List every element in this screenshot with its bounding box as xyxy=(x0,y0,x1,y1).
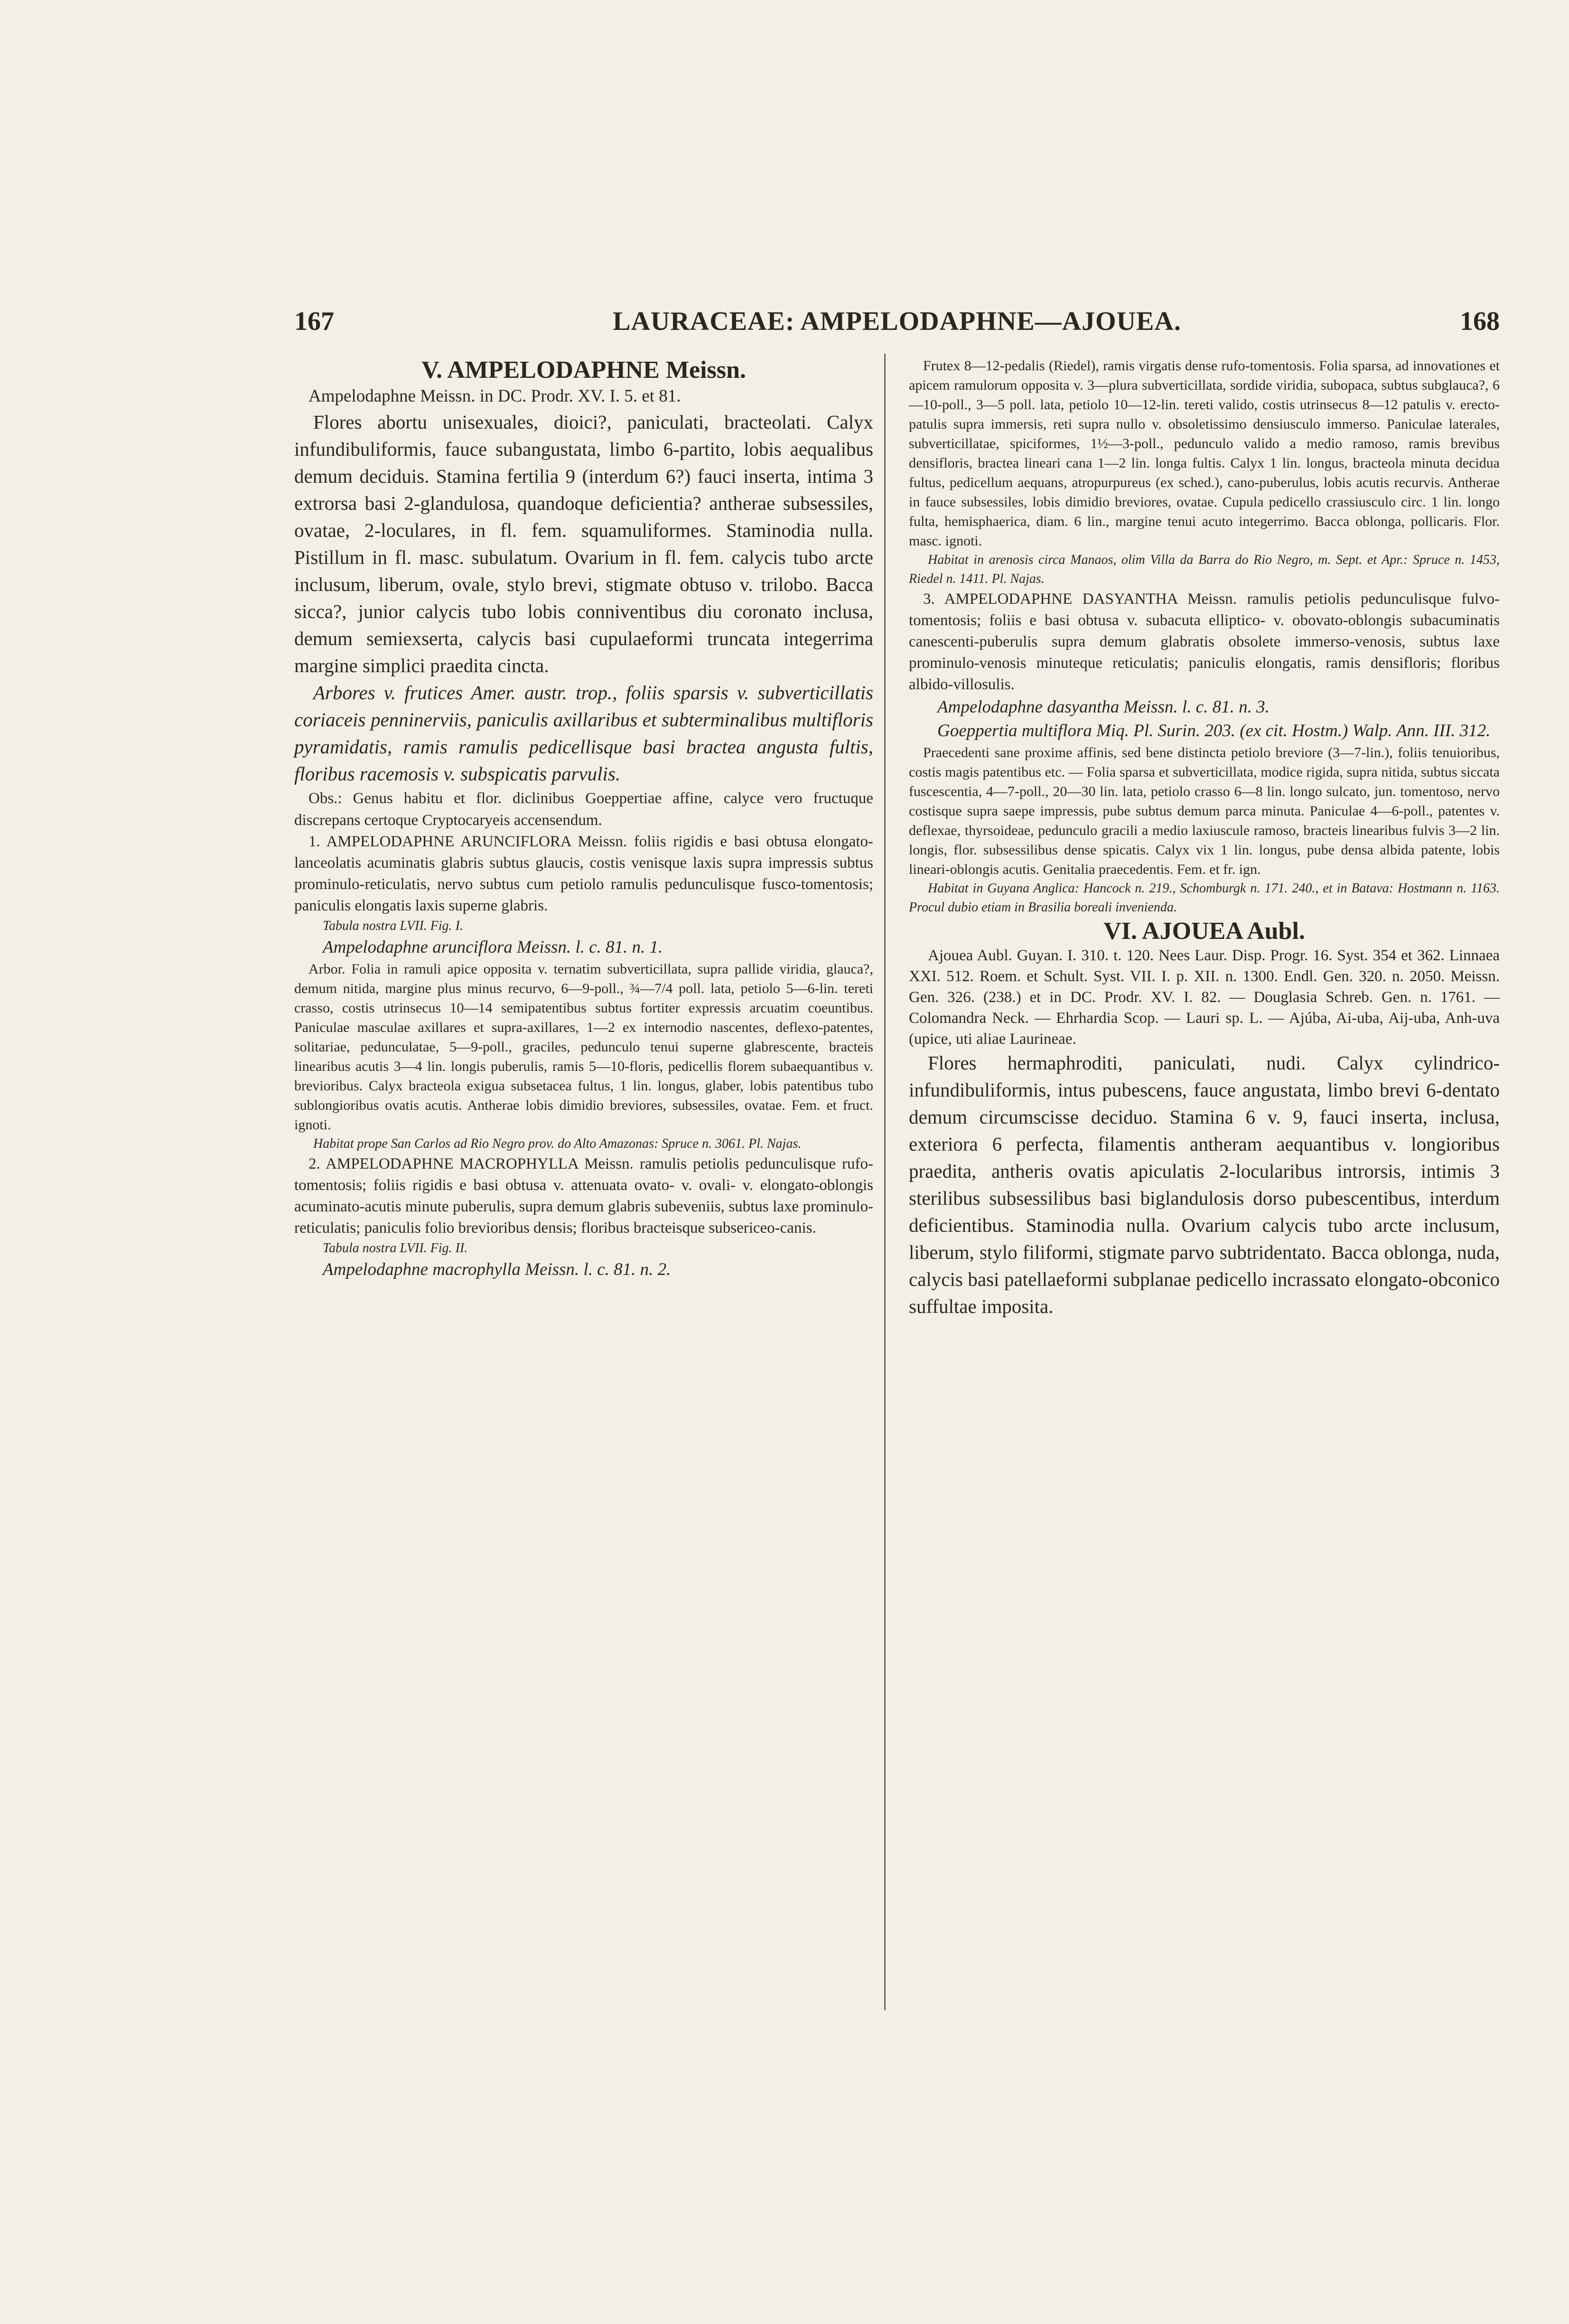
genus-2-description: Flores hermaphroditi, paniculati, nudi. Calyx cylindrico-infundibuliformis, intus pubescens, fauce angustata, limbo brevi 6-dentato demum circumscisse deciduo. Stamina 6 v. 9, fauci inserta, inclusa, exteriora 6 perfecta, filamentis antheram aequantibus v. longioribus praedita, antheris ovatis apiculatis 2-locularibus introrsis, intimis 3 sterilibus subsessilibus basi biglandulosis dorso pubescentibus, interdum deficientibus. Staminodia nulla. Ovarium calycis tubo arcte inclusum, liberum, stylo filiformi, stigmate parvo subtridentato. Bacca oblonga, nuda, calycis basi patellaeformi subplanae pedicello incrassato elongato-obconico suffultae imposita. xyxy=(909,1052,1500,1317)
right-column xyxy=(909,356,1500,1320)
column-divider xyxy=(884,354,886,2010)
species-1-synonym: Ampelodaphne arunciflora Meissn. l. c. 81. n. 1. xyxy=(323,937,663,957)
species-3-diagnosis: 3. AMPELODAPHNE DASYANTHA Meissn. ramulis petiolis pedunculisque fulvo-tomentosis; foliis e basi obtusa v. subacuta elliptico- v. obovato-oblongis subacuminatis canescenti-puberulis supra demum glabratis obsolete immerso-venosis, subtus laxe prominulo-venosis minuteque reticulatis; paniculis elongatis, ramis densifloris; floribus albido-villosulis. xyxy=(909,590,1500,693)
species-3-synonym-1: Ampelodaphne dasyantha Meissn. l. c. 81. n. 3. xyxy=(937,697,1270,717)
species-1-description: Arbor. Folia in ramuli apice opposita v. ternatim subverticillata, supra pallide viridia, glauca?, demum nitida, margine plus minus recurvo, 6—9-poll., ¾—7/4 poll. lata, petiolo 5—6-lin. tereti crasso, costis utrinsecus 10—14 semipatentibus subtus fortiter expressis arcuatim coeuntibus. Paniculae masculae axillares et supra-axillares, 1—2 ex internodio nascentes, deflexo-patentes, solitariae, pedunculatae, 5—9-poll., graciles, pedunculo tenui superne glabrescente, bracteis linearibus acutis 3—4 lin. longis puberulis, ramis 5—10-floris, pedicellis florem subaequantibus v. brevioribus. Calyx bracteola exigua subsetacea fultus, 1 lin. longus, glaber, lobis patentibus tubo sublongioribus ovatis acutis. Antherae lobis dimidio breviores, subsessiles, ovatae. Fem. et fruct. ignoti. xyxy=(294,961,873,1133)
page-number-right: 168 xyxy=(1460,307,1500,336)
species-1-habitat: Habitat prope San Carlos ad Rio Negro prov. do Alto Amazonas: Spruce n. 3061. Pl. Najas. xyxy=(313,1136,802,1151)
species-2-synonym: Ampelodaphne macrophylla Meissn. l. c. 81. n. 2. xyxy=(323,1260,671,1279)
genus-synonym: Ampelodaphne Meissn. in DC. Prodr. XV. I. 5. et 81. xyxy=(308,386,681,406)
page-header xyxy=(294,306,1500,344)
species-2-plate-ref: Tabula nostra LVII. Fig. II. xyxy=(323,1241,468,1256)
species-2-diagnosis: 2. AMPELODAPHNE MACROPHYLLA Meissn. ramulis petiolis pedunculisque rufo-tomentosis; foliis rigidis e basi obtusa v. attenuata ovato- v. ovali- v. elongato-oblongis acuminato-acutis minute puberulis, supra demum glabris subeveniis, subtus laxe prominulo-reticulatis; paniculis folio brevioribus densis; floribus bracteisque subsericeo-canis. xyxy=(294,1155,873,1237)
genus-observation: Obs.: Genus habitu et flor. diclinibus Goeppertiae affine, calyce vero fructuque discrepans certoque Cryptocaryeis accensendum. xyxy=(294,790,873,829)
species-3-description: Praecedenti sane proxime affinis, sed bene distincta petiolo breviore (3—7-lin.), foliis tenuioribus, costis magis patentibus etc. — Folia sparsa et subverticillata, modice rigida, supra nitida, subtus siccata fuscescentia, 4—7-poll., 20—30 lin. lata, petiolo crasso 6—8 lin. longo sulcato, jun. tomentoso, nervo costisque supra saepe impressis, pube subtus demum parca minuta. Paniculae 4—6-poll., patentes v. deflexae, thyrsoideae, pedunculo gracili a medio laxiuscule ramoso, bracteis linearibus fulvis 3—2 lin. longis, flor. subsessilibus dense spicatis. Calyx vix 1 lin. longus, pube densa albida patente, lobis lineari-oblongis acutis. Genitalia praecedentis. Fem. et fr. ign. xyxy=(909,745,1500,877)
genus-habit: Arbores v. frutices Amer. austr. trop., foliis sparsis v. subverticillatis coriaceis penninerviis, paniculis axillaribus et subterminalibus multifloris pyramidatis, ramis ramulis pedicellisque basi bractea angusta fultis, floribus racemosis v. subspicatis parvulis. xyxy=(294,682,873,785)
species-3-synonym-2: Goeppertia multiflora Miq. Pl. Surin. 203. (ex cit. Hostm.) Walp. Ann. III. 312. xyxy=(937,721,1491,740)
left-column xyxy=(294,356,873,1282)
genus-title-ajouea: VI. AJOUEA Aubl. xyxy=(1103,918,1305,945)
species-1-plate-ref: Tabula nostra LVII. Fig. I. xyxy=(323,918,463,933)
genus-2-synonymy: Ajouea Aubl. Guyan. I. 310. t. 120. Nees Laur. Disp. Progr. 16. Syst. 354 et 362. Linnaea XXI. 512. Roem. et Schult. Syst. VII. I. p. XII. n. 1300. Endl. Gen. 320. n. 2050. Meissn. Gen. 326. (238.) et in DC. Prodr. XV. I. 82. — Douglasia Schreb. Gen. n. 1761. — Colomandra Neck. — Ehrhardia Scop. — Lauri sp. L. — Ajúba, Ai-uba, Aij-uba, Anh-uva (upice, uti aliae Laurineae. xyxy=(909,947,1500,1048)
running-title: LAURACEAE: AMPELODAPHNE—AJOUEA. xyxy=(613,307,1181,336)
species-2-habitat: Habitat in arenosis circa Manaos, olim Villa da Barra do Rio Negro, m. Sept. et Apr.: Spruce n. 1453, Riedel n. 1411. Pl. Najas. xyxy=(909,553,1500,586)
species-3-habitat: Habitat in Guyana Anglica: Hancock n. 219., Schomburgk n. 171. 240., et in Batava: Hostmann n. 1163. Procul dubio etiam in Brasilia boreali invenienda. xyxy=(909,881,1500,915)
species-1-diagnosis: 1. AMPELODAPHNE ARUNCIFLORA Meissn. foliis rigidis e basi obtusa elongato-lanceolatis acuminatis glabris subtus glaucis, costis venisque laxis supra impressis subtus prominulo-reticulatis, nervo subtus cum petiolo ramulis pedunculisque fusco-tomentosis; paniculis elongatis laxis superne glabris. xyxy=(294,833,873,914)
genus-description: Flores abortu unisexuales, dioici?, paniculati, bracteolati. Calyx infundibuliformis, fauce subangustata, limbo 6-partito, lobis aequalibus demum deciduis. Stamina fertilia 9 (interdum 6?) fauci inserta, intima 3 extrorsa basi 2-glandulosa, quandoque deficientia? antherae subsessiles, ovatae, 2-loculares, in fl. fem. squamuliformes. Staminodia nulla. Pistillum in fl. masc. subulatum. Ovarium in fl. fem. calycis tubo arcte inclusum, liberum, ovale, stylo brevi, stigmate obtuso v. trilobo. Bacca sicca?, junior calycis tubo lobis conniventibus diu coronato inclusa, demum semiexserta, calycis basi cupulaeformi truncata integerrima margine simplici praedita cincta. xyxy=(294,411,873,676)
species-2-description: Frutex 8—12-pedalis (Riedel), ramis virgatis dense rufo-tomentosis. Folia sparsa, ad innovationes et apicem ramulorum opposita v. 3—plura subverticillata, sordide viridia, subopaca, subtus subglauca?, 6—10-poll., 3—5 poll. lata, petiolo 10—12-lin. tereti valido, costis utrinsecus 8—12 patulis v. erecto-patulis supra immersis, reti supra nullo v. obsoletissimo densiusculo immerso. Paniculae laterales, subverticillatae, spiciformes, 1½—3-poll., pedunculo valido a medio ramoso, ramis brevibus densifloris, bractea lineari cana 1—2 lin. longa fultis. Calyx 1 lin. longus, bracteola minuta decidua fultus, pedicellum aequans, atropurpureus (ex sched.), cano-puberulus, lobis acutis recurvis. Antherae in fauce subsessiles, lobis dimidio breviores, ovatae. Cupula pedicello crassiusculo circ. 1 lin. longo fulta, hemisphaerica, diam. 6 lin., margine tenui acuto integerrimo. Bacca oblonga, pollicaris. Flor. masc. ignoti. xyxy=(909,358,1500,549)
page-number-left: 167 xyxy=(294,307,334,336)
genus-title-ampelodaphne: V. AMPELODAPHNE Meissn. xyxy=(421,356,746,384)
